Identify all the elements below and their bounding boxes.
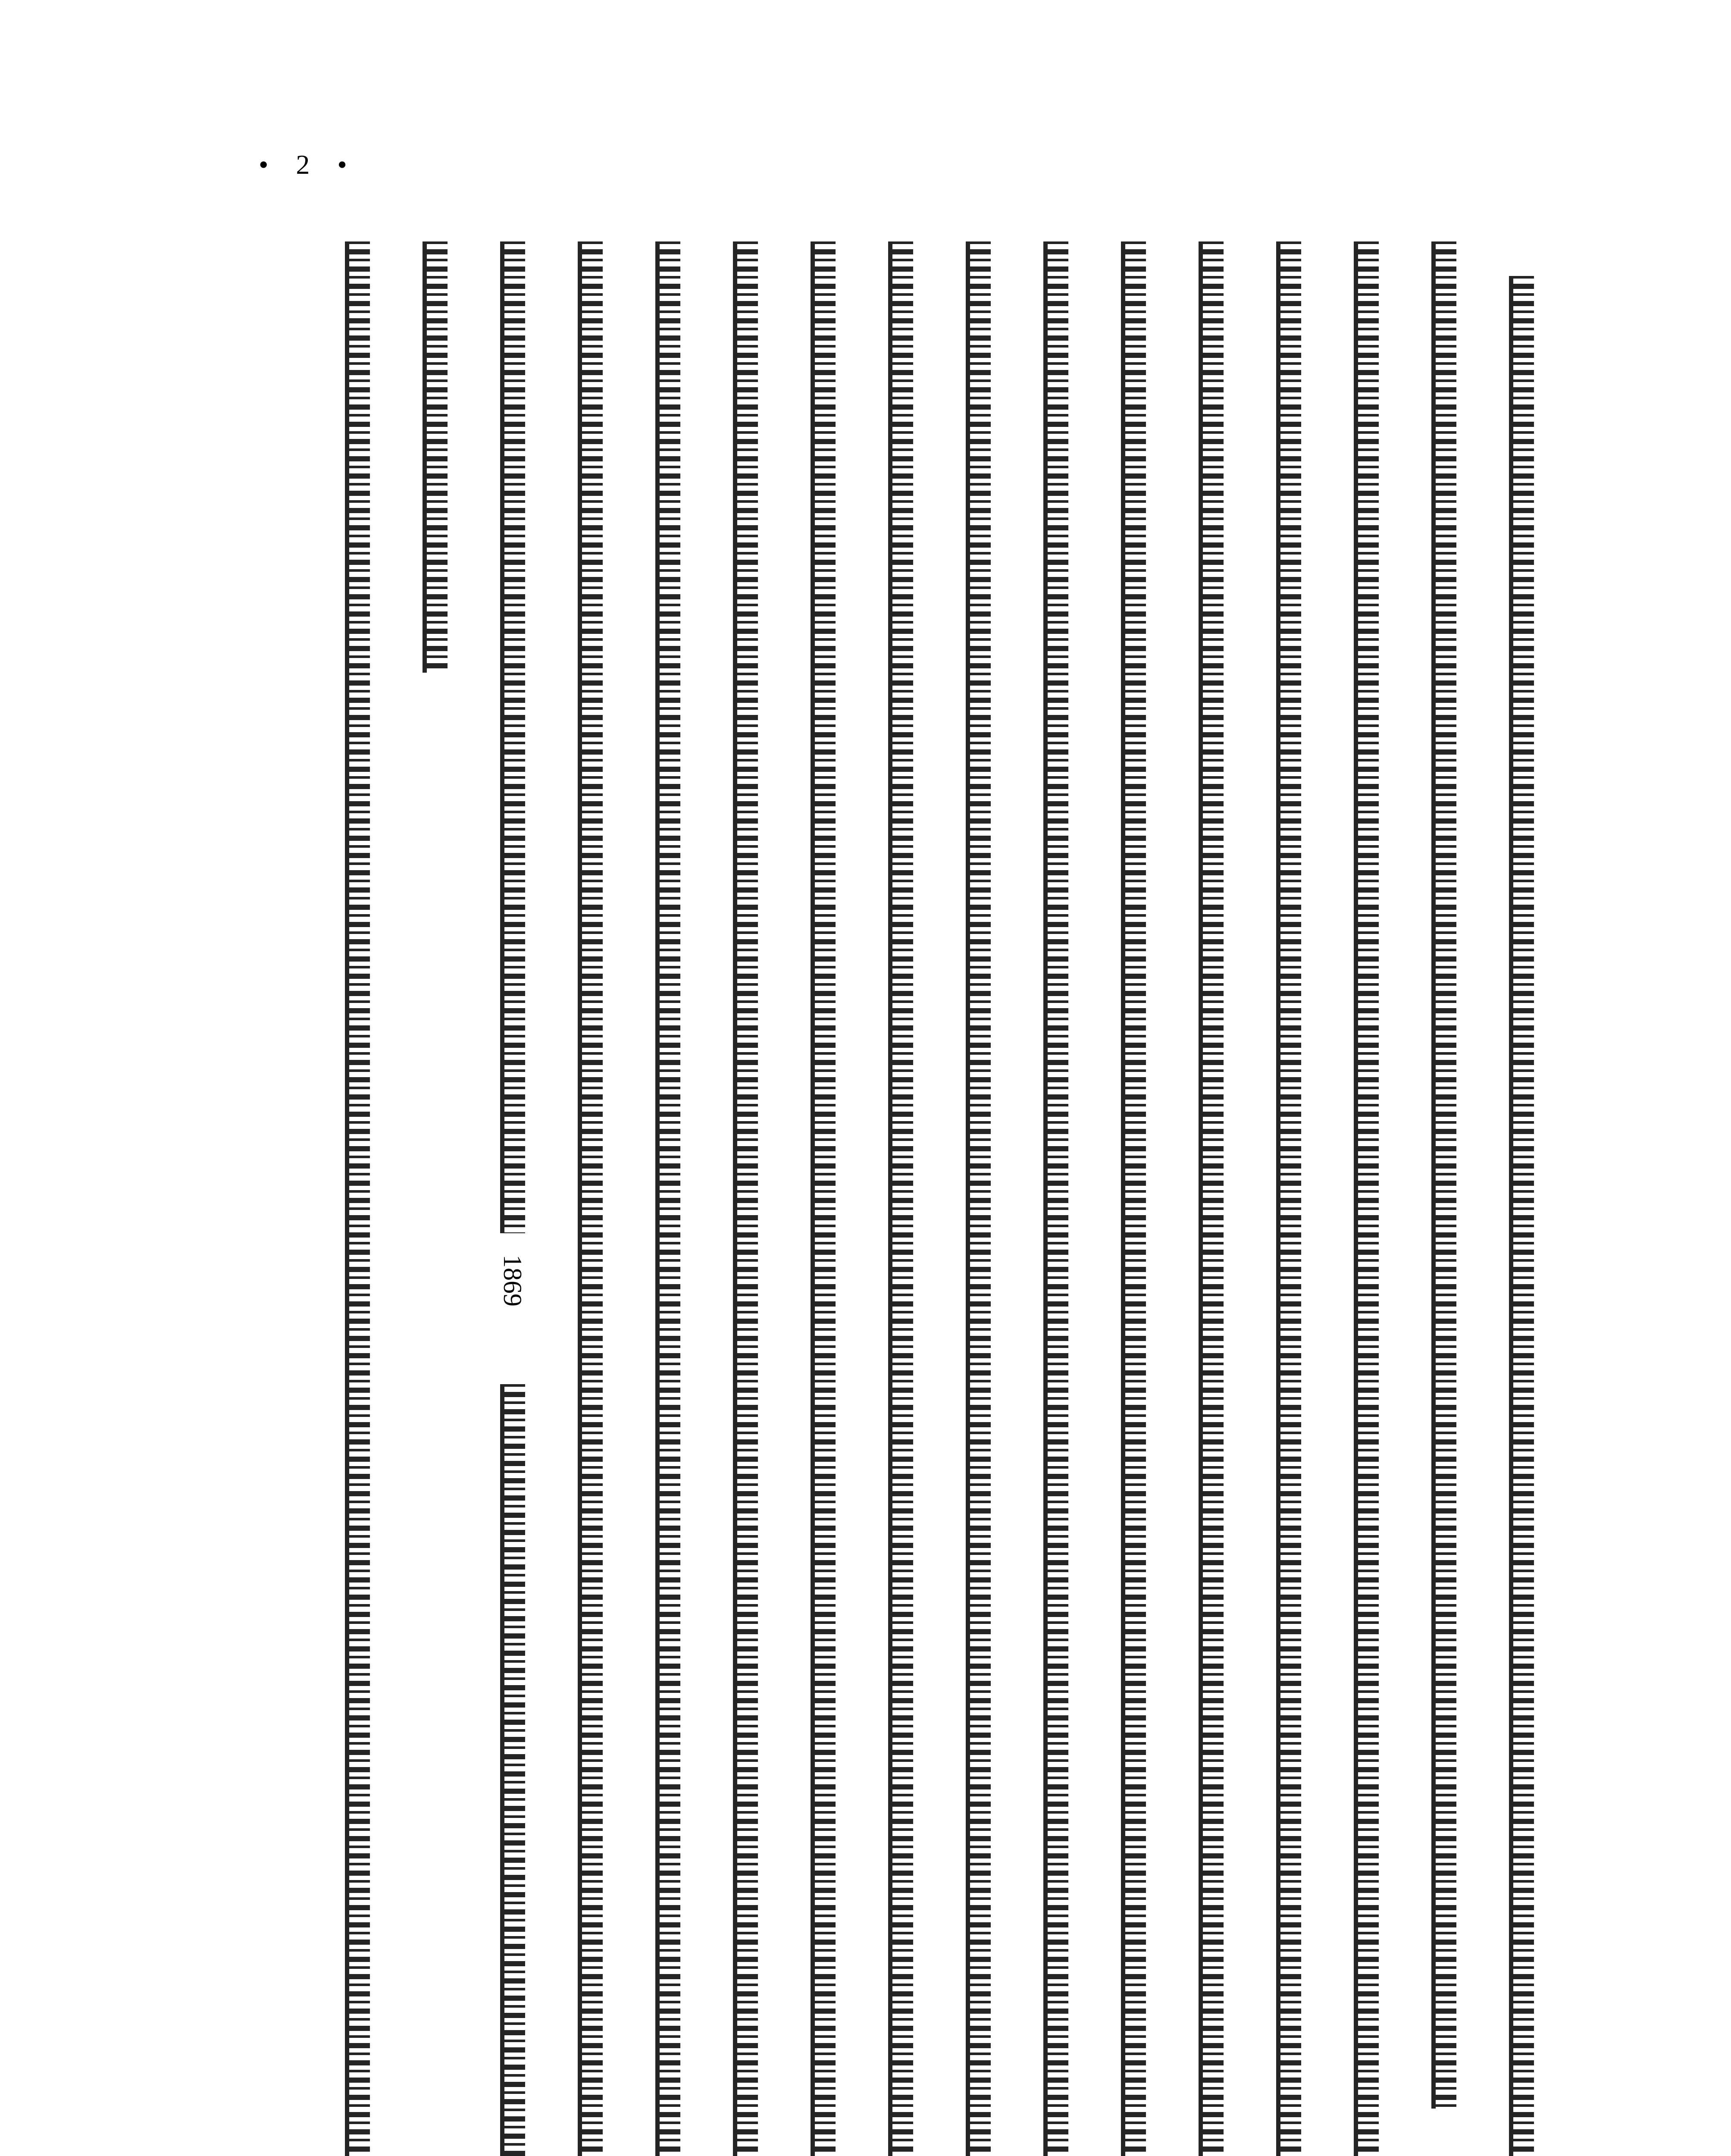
page-number-value: 2 bbox=[296, 149, 320, 180]
page-number bbox=[259, 149, 357, 181]
text-line bbox=[500, 241, 525, 1233]
inline-year: 1869 bbox=[498, 1255, 527, 1307]
text-line bbox=[1276, 241, 1301, 2156]
text-line bbox=[655, 241, 680, 2156]
text-line bbox=[578, 241, 603, 2156]
text-line bbox=[1431, 241, 1456, 2109]
page-number-decor-left: • bbox=[259, 149, 279, 180]
text-line bbox=[500, 1384, 525, 2156]
text-line bbox=[1121, 241, 1146, 2156]
text-line bbox=[811, 241, 836, 2156]
text-line bbox=[966, 241, 991, 2156]
text-line bbox=[1509, 276, 1534, 2156]
text-line bbox=[888, 241, 913, 2156]
text-line bbox=[1354, 241, 1379, 2156]
text-line bbox=[1199, 241, 1224, 2156]
text-line bbox=[1043, 241, 1068, 2156]
page-number-decor-right: • bbox=[337, 149, 357, 180]
text-line bbox=[345, 241, 370, 2156]
text-line bbox=[733, 241, 758, 2156]
text-line bbox=[423, 241, 448, 673]
mongolian-text-body bbox=[233, 241, 1535, 2156]
